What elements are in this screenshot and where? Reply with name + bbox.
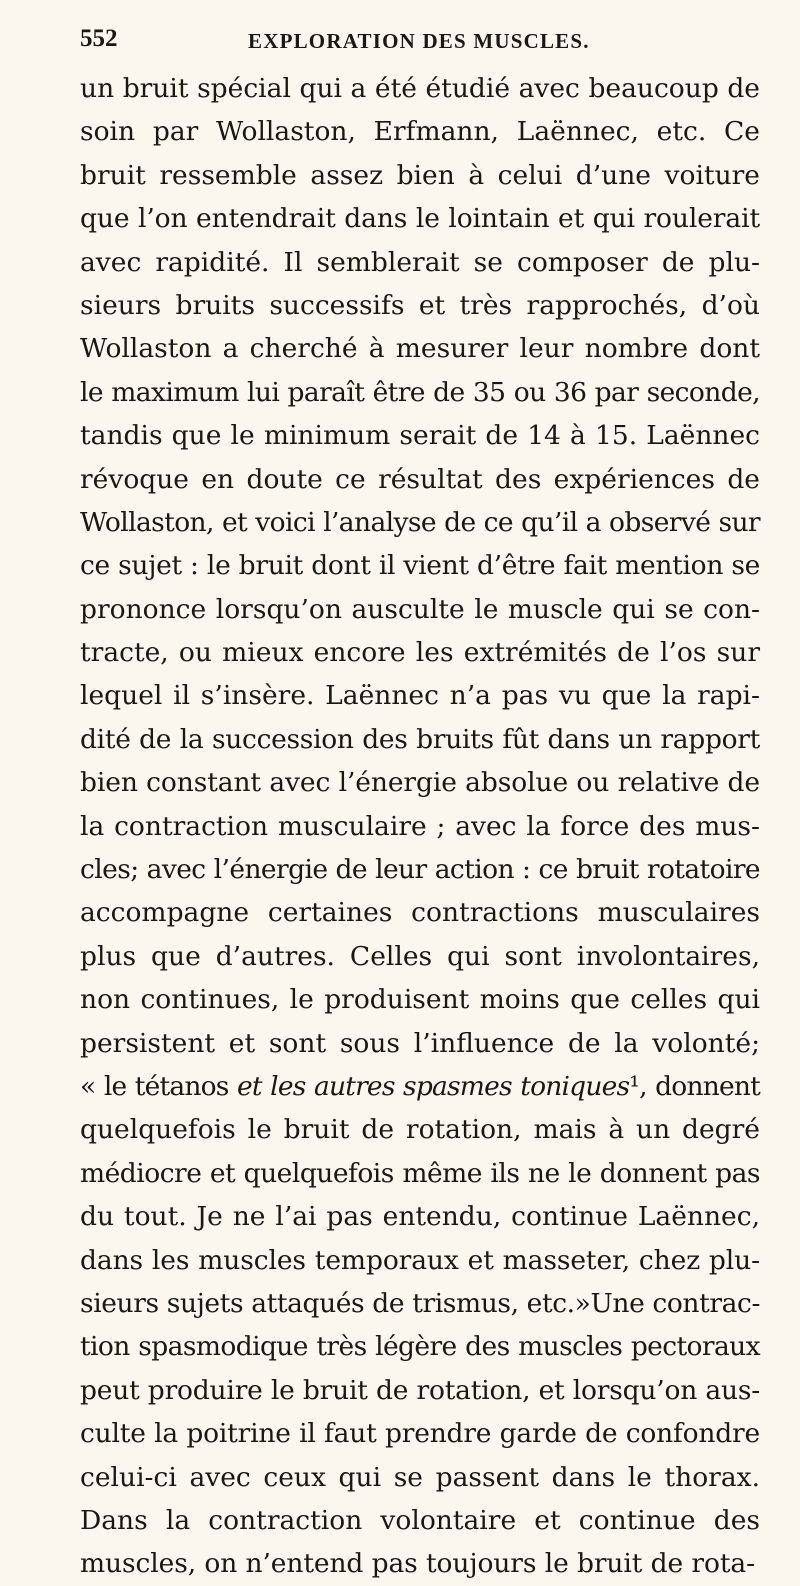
running-head <box>80 22 760 62</box>
text-line: bien constant avec l’énergie absolue ou relative de <box>80 767 760 799</box>
text-line: accompagne certaines contractions musculaires <box>80 897 760 929</box>
text-line: dans les muscles temporaux et masseter, chez plu- <box>80 1244 760 1276</box>
page-number: 552 <box>80 25 118 52</box>
text-line: Wollaston a cherché à mesurer leur nombre dont <box>80 333 760 365</box>
text-line: sieurs bruits successifs et très rapprochés, d’où <box>80 289 760 321</box>
text-line: cles; avec l’énergie de leur action : ce bruit rotatoire <box>80 854 760 886</box>
body-text <box>80 67 760 1586</box>
text-line: ce sujet : le bruit dont il vient d’être fait mention se <box>80 550 760 582</box>
text-line: bruit ressemble assez bien à celui d’une voiture <box>80 159 760 191</box>
text-line: dité de la succession des bruits fût dans un rapport <box>80 723 760 755</box>
text-line: que l’on entendrait dans le lointain et qui roulerait <box>80 203 760 235</box>
text-line: du tout. Je ne l’ai pas entendu, continue Laënnec, <box>80 1201 760 1233</box>
text-line: plus que d’autres. Celles qui sont involontaires, <box>80 940 760 972</box>
text-line: muscles, on n’entend pas toujours le bruit de rota- <box>80 1548 755 1580</box>
text-line: culte la poitrine il faut prendre garde de confondre <box>80 1418 760 1450</box>
text-run: « le tétanos <box>80 1070 238 1102</box>
text-line: le maximum lui paraît être de 35 ou 36 par seconde, <box>80 376 760 408</box>
text-run: ¹, donnent <box>629 1070 760 1102</box>
running-title: EXPLORATION DES MUSCLES. <box>248 29 590 53</box>
text-line: non continues, le produisent moins que celles qui <box>80 984 760 1016</box>
text-line: la contraction musculaire ; avec la force des mus- <box>80 810 760 842</box>
text-line: Wollaston, et voici l’analyse de ce qu’il a observé sur <box>80 506 760 538</box>
text-line: sieurs sujets attaqués de trismus, etc.»Une contrac- <box>80 1287 760 1319</box>
text-line: avec rapidité. Il semblerait se composer de plu- <box>80 246 760 278</box>
text-line: soin par Wollaston, Erfmann, Laënnec, etc. Ce <box>80 116 760 148</box>
text-line: médiocre et quelquefois même ils ne le donnent pas <box>80 1157 760 1189</box>
text-line: tion spasmodique très légère des muscles pectoraux <box>80 1331 760 1363</box>
text-line: un bruit spécial qui a été étudié avec beaucoup de <box>80 73 760 104</box>
italic-run: et les autres spasmes toniques <box>237 1070 630 1102</box>
text-line: Dans la contraction volontaire et continue des <box>80 1504 760 1536</box>
text-line-with-italic <box>80 1065 760 1108</box>
text-line: peut produire le bruit de rotation, et lorsqu’on aus- <box>80 1374 760 1406</box>
text-line: tracte, ou mieux encore les extrémités de l’os sur <box>80 637 760 669</box>
text-line: tandis que le minimum serait de 14 à 15. Laënnec <box>80 420 760 452</box>
text-line: prononce lorsqu’on ausculte le muscle qui se con- <box>80 593 760 625</box>
text-line: celui-ci avec ceux qui se passent dans le thorax. <box>80 1461 760 1493</box>
text-line: révoque en doute ce résultat des expériences de <box>80 463 760 495</box>
text-line: persistent et sont sous l’influence de la volonté; <box>80 1027 760 1059</box>
text-line: quelquefois le bruit de rotation, mais à un degré <box>80 1114 760 1146</box>
text-line: lequel il s’insère. Laënnec n’a pas vu que la rapi- <box>80 680 760 712</box>
